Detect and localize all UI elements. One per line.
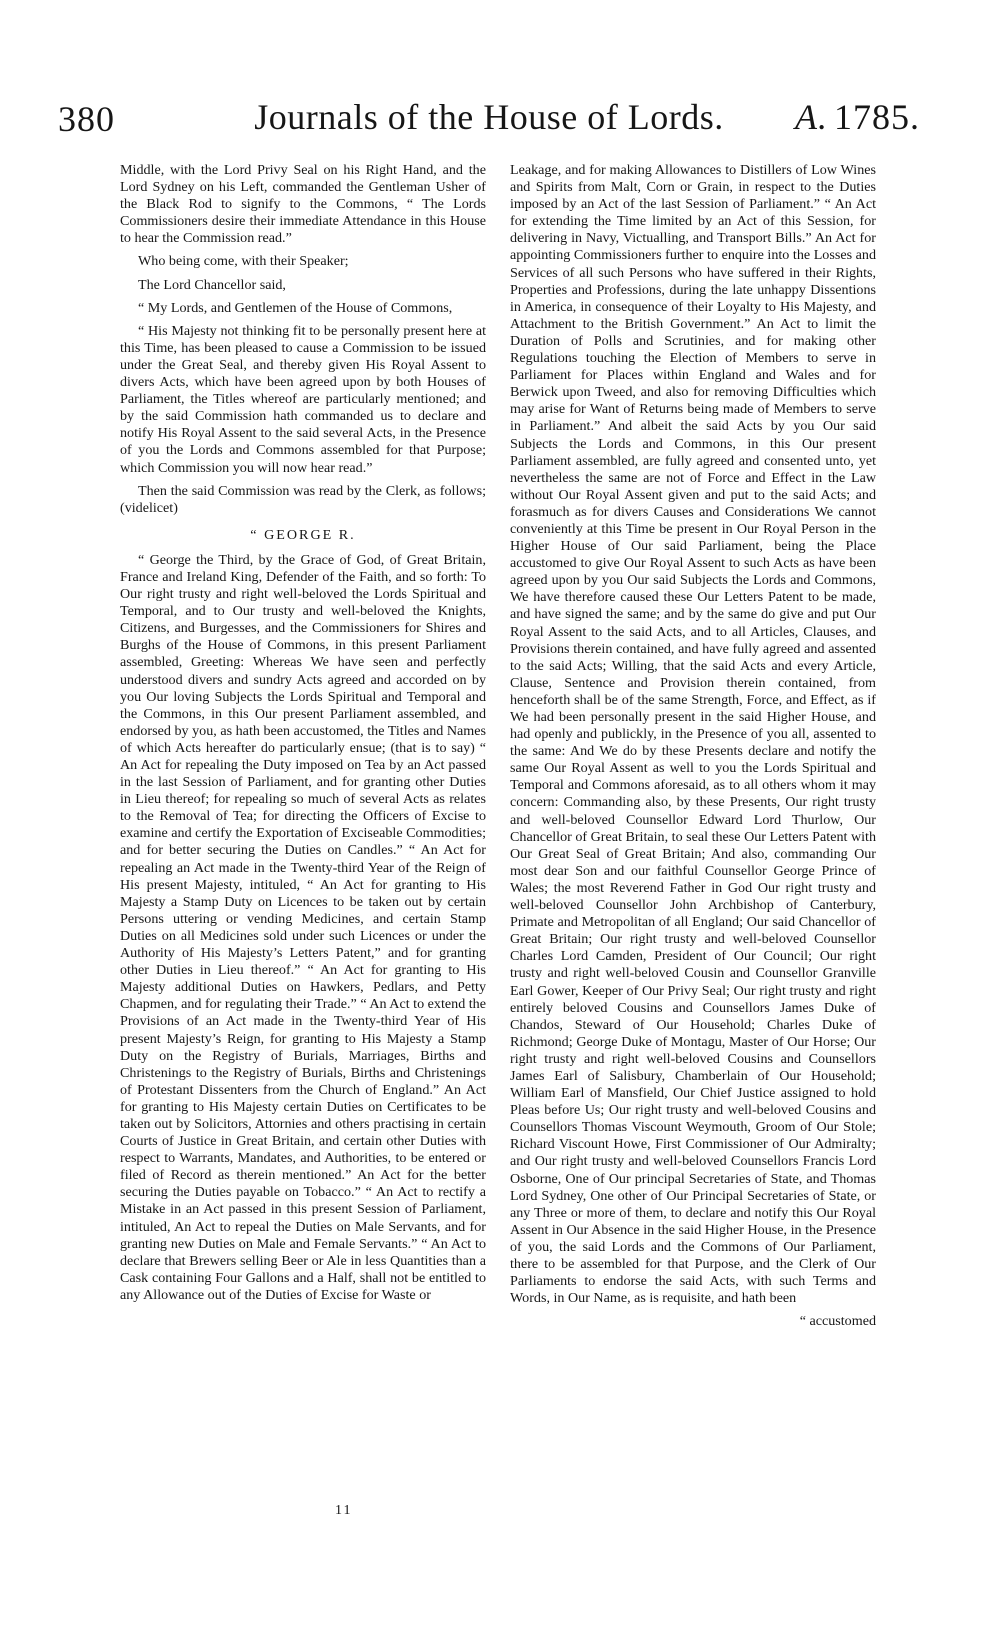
paragraph: Leakage, and for making Allowances to Distillers of Low Wines and Spirits from Malt, Corn or Grain, in respect to the Duties imposed by an Act of the last Session of Parliament.” “ An Act for extending the Time limited by an Act of this Session, for delivering in Navy, Victualling, and Transport Bills.” An Act for appointing Commissioners further to enquire into the Losses and Services of all such Persons who have suffered in their Rights, Properties and Professions, during the late unhappy Dissentions in America, in consequence of their Loyalty to His Majesty, and Attachment to the British Government.” An Act to limit the Duration of Polls and Scrutinies, and for making other Regulations touching the Election of Members to serve in Parliament for Places within England and Wales and for Berwick upon Tweed, and also for removing Difficulties which may arise for Want of Returns being made of Members to serve in Parliament.” And albeit the said Acts by you Our said Subjects the Lords and Commons, in this Our present Parliament assembled, are fully agreed and consented unto, yet nevertheless the same are not of Force and Effect in the Law without Our Royal Assent given and put to the said Acts; and forasmuch as for divers Causes and Considerations We cannot conveniently at this Time be present in Our Royal Person in the Higher House of Our said Parliament, being the Place accustomed to give Our Royal Assent to such Acts as have been agreed upon by you Our said Subjects the Lords and Commons, We have therefore caused these Our Letters Patent to be made, and have signed the same; and by the same do give and put Our Royal Assent to the said Acts, and to all Articles, Clauses, and Provisions therein contained, and have fully agreed and assented to the said Acts; Willing, that the said Acts and every Article, Clause, Sentence and Provision therein contained, from henceforth shall be of the same Strength, Force, and Effect, as if We had been personally present in the said Higher House, and had openly and publickly, in the Presence of you all, assented to the same: And We do by these Presents declare and notify the same Our Royal Assent as well to you the Lords Spiritual and Temporal and Commons aforesaid, as to all others whom it may concern: Commanding also, by these Presents, Our right trusty and well-beloved Counsellor Edward Lord Thurlow, Our Chancellor of Great Britain, to seal these Our Letters Patent with Our Great Seal of Great Britain; And also, commanding Our most dear Son and our faithful Counsellor George Prince of Wales; the most Reverend Father in God Our right trusty and well-beloved Counsellor John Archbishop of Canterbury, Primate and Metropolitan of all England; Our said Chancellor of Great Britain; Our right trusty and well-beloved Counsellor Charles Lord Camden, President of Our Council; Our right trusty and right well-beloved Cousin and Counsellor Granville Earl Gower, Keeper of Our Privy Seal; Our right trusty and right entirely beloved Cousins and Counsellors James Duke of Chandos, Steward of Our Household; Charles Duke of Richmond; George Duke of Montagu, Master of Our Horse; Our right trusty and right well-beloved Cousins and Counsellors James Earl of Salisbury, Chamberlain of Our Household; William Earl of Mansfield, Our Chief Justice assigned to hold Pleas before Us; Our right trusty and well-beloved Cousins and Counsellors Thomas Viscount Weymouth, Groom of Our Stole; Richard Viscount Howe, First Commissioner of Our Admiralty; and Our right trusty and well-beloved Counsellors Francis Lord Osborne, One of Our principal Secretaries of State, and Thomas Lord Sydney, One other of Our Principal Secretaries of State, or any Three or more of them, to declare and notify this Our Royal Assent in Our Absence in the said Higher House, in the Presence of you, the said Lords and the Commons of Our Parliament, there to be assembled for that Purpose, and the Clerk of Our Parliaments to endorse the said Acts, with such Terms and Words, in Our Name, as is requisite, and hath been	[510, 162, 876, 1307]
year-marker	[795, 96, 920, 138]
running-title: Journals of the House of Lords.	[254, 97, 724, 137]
right-column	[510, 162, 876, 1488]
paragraph: “ My Lords, and Gentlemen of the House of Commons,	[138, 299, 453, 316]
paragraph: Who being come, with their Speaker;	[138, 253, 349, 270]
two-column-body	[120, 162, 876, 1488]
left-column	[120, 162, 486, 1488]
commission-heading: “ GEORGE R.	[250, 526, 356, 543]
year-letter: A.	[795, 97, 828, 137]
page-number: 380	[58, 99, 115, 139]
paragraph: “ George the Third, by the Grace of God, of Great Britain, France and Ireland King, Defender of the Faith, and so forth: To Our right trusty and right well-beloved the Lords Spiritual and Temporal, and to Our trusty and well-beloved the Knights, Citizens, and Burgesses, and the Commissioners for Shires and Burghs of the House of Commons, in this present Parliament assembled, Greeting: Whereas We have seen and perfectly understood divers and sundry Acts agreed and accorded on by you Our loving Subjects the Lords Spiritual and Temporal and the Commons, in this Our present Parliament assembled, and endorsed by you, as hath been accustomed, the Titles and Names of which Acts hereafter do particularly ensue; (that is to say) “ An Act for repealing the Duty imposed on Tea by an Act passed in the last Session of Parliament, and for granting other Duties in Lieu thereof; for repealing so much of several Acts as relates to the Removal of Tea; for directing the Officers of Excise to examine and certify the Exportation of Exciseable Commodities; and for better securing the Duties on Candles.” “ An Act for repealing an Act made in the Twenty-third Year of the Reign of His present Majesty, intituled, “ An Act for granting to His Majesty a Stamp Duty on Licences to be taken out by certain Persons uttering or vending Medicines, and certain Stamp Duties on all Medicines sold under such Licences or under the Authority of His Majesty’s Letters Patent,” and for granting other Duties in Lieu thereof.” “ An Act for granting to His Majesty additional Duties on Hawkers, Pedlars, and Petty Chapmen, and for regulating their Trade.” “ An Act to extend the Provisions of an Act made in the Twenty-third Year of His present Majesty’s Reign, for granting to His Majesty a Stamp Duty on the Registry of Burials, Marriages, Births and Christenings to the Registry of Burials, Births and Christenings of Protestant Dissenters from the Church of England.” An Act for granting to His Majesty certain Duties on Certificates to be taken out by Solicitors, Attornies and others practising in certain Courts of Justice in Great Britain, and certain other Duties with respect to Warrants, Mandates, and Authorities, to be entered or filed of Record as therein mentioned.” An Act for the better securing the Duties payable on Tobacco.” “ An Act to rectify a Mistake in an Act passed in this present Session of Parliament, intituled, An Act to repeal the Duties on Male Servants, and for granting new Duties on Male and Female Servants.” “ An Act to declare that Brewers selling Beer or Ale in less Quantities than a Cask containing Four Gallons and a Half, shall not be entitled to any Allowance out of the Duties of Excise for Waste or	[120, 551, 486, 1303]
paragraph: “ His Majesty not thinking fit to be personally present here at this Time, has been pleased to cause a Commission to be issued under the Great Seal, and thereby given His Royal Assent to divers Acts, which have been agreed upon by both Houses of Parliament, the Titles whereof are particularly mentioned; and by the said Commission hath commanded us to declare and notify His Royal Assent to the said several Acts, in the Presence of you the Lords and Commons assembled for that Purpose; which Commission you will now hear read.”	[120, 322, 486, 476]
paragraph: Middle, with the Lord Privy Seal on his Right Hand, and the Lord Sydney on his Left, commanded the Gentleman Usher of the Black Rod to signify to the Commons, “ The Lords Commissioners desire their immediate Attendance in this House to hear the Commission read.”	[120, 162, 486, 247]
paragraph: Then the said Commission was read by the Clerk, as follows; (videlicet)	[120, 482, 486, 516]
page-header	[58, 92, 920, 150]
catchword: “ accustomed	[799, 1313, 876, 1330]
year-number: 1785.	[834, 97, 920, 137]
paragraph: The Lord Chancellor said,	[138, 276, 286, 293]
signature-mark: 11	[335, 1503, 353, 1518]
